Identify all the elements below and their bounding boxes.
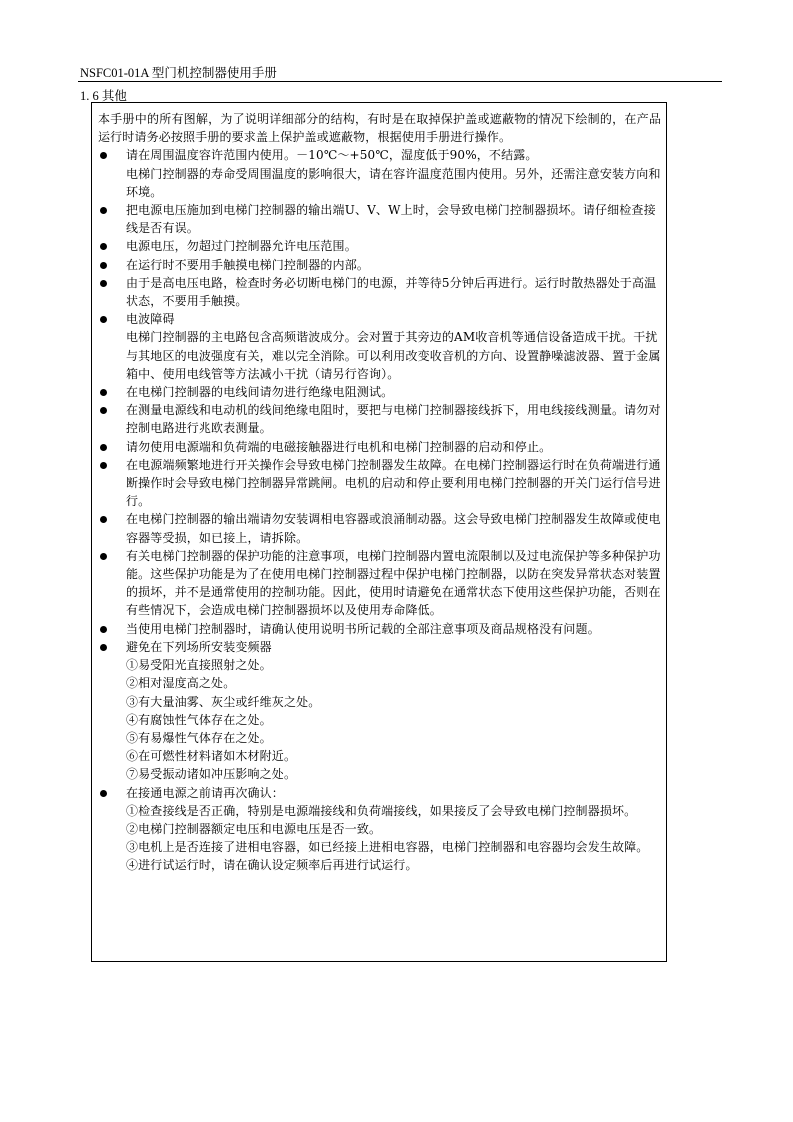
note-subitem: ③电机上是否连接了进相电容器，如已经接上进相电容器，电梯门控制器和电容器均会发生故障。 (126, 840, 649, 855)
note-subitem: ④有腐蚀性气体存在之处。 (126, 712, 272, 727)
bullet-icon (100, 516, 107, 523)
note-text: 在电梯门控制器的输出端请勿安装调相电容器或浪涌制动器。这会导致电梯门控制器发生故障或使电容器等受损，如已接上，请拆除。 (126, 512, 661, 545)
bullet-icon (100, 243, 107, 250)
note-text: 请在周围温度容许范围内使用。－10℃～+50℃，湿度低于90%，不结露。 (126, 148, 538, 163)
note-text: 请勿使用电源端和负荷端的电磁接触器进行电机和电梯门控制器的启动和停止。 (126, 439, 552, 454)
note-text: 在电梯门控制器的电线间请勿进行绝缘电阻测试。 (126, 385, 394, 400)
note-item (98, 438, 661, 456)
bullet-icon (100, 444, 107, 451)
bullet-icon (100, 644, 107, 651)
note-item (98, 510, 661, 546)
note-item (98, 256, 661, 274)
bullet-icon (100, 316, 107, 323)
note-text: 把电源电压施加到电梯门控制器的输出端U、V、W上时，会导致电梯门控制器损坏。请仔细检查接线是否有误。 (126, 203, 656, 236)
note-subitem: ②电梯门控制器额定电压和电源电压是否一致。 (126, 821, 382, 836)
note-text: 电梯门控制器的主电路包含高频谐波成分。会对置于其旁边的AM收音机等通信设备造成干扰。干扰与其地区的电波强度有关，难以完全消除。可以利用改变收音机的方向、设置静噪滤波器、置于金属箱中、使用电线管等方法减小干扰（请另行咨询）。 (126, 330, 661, 381)
note-subitem: ⑤有易爆性气体存在之处。 (126, 730, 272, 745)
note-item (98, 456, 661, 511)
intro-paragraph: 本手册中的所有图解，为了说明详细部分的结构，有时是在取掉保护盖或遮蔽物的情况下绘制的，在产品运行时请务必按照手册的要求盖上保护盖或遮蔽物，根据使用手册进行操作。 (98, 112, 661, 145)
note-text: 电梯门控制器的寿命受周围温度的影响很大，请在容许温度范围内使用。另外，还需注意安装方向和环境。 (126, 166, 661, 199)
section-title: 1. 6 其他 (80, 89, 127, 103)
bullet-icon (100, 462, 107, 469)
bullet-icon (100, 553, 107, 560)
note-item (98, 274, 661, 310)
document-header-title: NSFC01-01A 型门机控制器使用手册 (80, 66, 277, 80)
notes-content (98, 110, 661, 875)
note-item (98, 638, 661, 784)
note-subitem: ①易受阳光直接照射之处。 (126, 658, 272, 673)
note-text: 有关电梯门控制器的保护功能的注意事项，电梯门控制器内置电流限制以及过电流保护等多种保护功能。这些保护功能是为了在使用电梯门控制器过程中保护电梯门控制器，以防在突发异常状态对装置的损坏，并不是通常使用的控制功能。因此，使用时请避免在通常状态下使用这些保护功能，否则在有些情况下，会造成电梯门控制器损坏以及使用寿命降低。 (126, 548, 661, 618)
note-item (98, 237, 661, 255)
bullet-icon (100, 790, 107, 797)
bullet-icon (100, 280, 107, 287)
note-text: 在接通电源之前请再次确认： (126, 785, 284, 800)
note-subitem: ⑥在可燃性材料诸如木材附近。 (126, 749, 297, 764)
note-sublist (126, 802, 661, 875)
note-item (98, 310, 661, 383)
bullet-icon (100, 407, 107, 414)
note-sublist (126, 656, 661, 783)
bullet-icon (100, 626, 107, 633)
bullet-icon (100, 207, 107, 214)
note-item (98, 383, 661, 401)
note-item (98, 401, 661, 437)
note-subitem: ④进行试运行时，请在确认设定频率后再进行试运行。 (126, 858, 418, 873)
header-divider (78, 81, 722, 82)
note-item (98, 784, 661, 875)
bullet-icon (100, 262, 107, 269)
note-subitem: ⑦易受振动诸如冲压影响之处。 (126, 767, 297, 782)
note-text: 由于是高电压电路，检查时务必切断电梯门的电源，并等待5分钟后再进行。运行时散热器处于高温状态，不要用手触摸。 (126, 275, 657, 309)
note-text: 在运行时不要用手触摸电梯门控制器的内部。 (126, 257, 370, 272)
note-item (98, 146, 661, 201)
note-subitem: ②相对湿度高之处。 (126, 676, 236, 691)
note-text: 避免在下列场所安装变频器 (126, 639, 272, 654)
note-item (98, 547, 661, 620)
note-text: 电源电压，勿超过门控制器允许电压范围。 (126, 239, 357, 254)
note-text: 在电源端频繁地进行开关操作会导致电梯门控制器发生故障。在电梯门控制器运行时在负荷端进行通断操作时会导致电梯门控制器异常跳闸。电机的启动和停止要利用电梯门控制器的开关门运行信号进行。 (126, 457, 661, 509)
bullet-icon (100, 389, 107, 396)
note-item (98, 201, 661, 237)
bullet-icon (100, 152, 107, 159)
note-text: 在测量电源线和电动机的线间绝缘电阻时，要把与电梯门控制器接线拆下，用电线接线测量。请勿对控制电路进行兆欧表测量。 (126, 403, 661, 436)
note-subitem: ③有大量油雾、灰尘或纤维灰之处。 (126, 694, 321, 709)
note-item (98, 620, 661, 638)
notes-list (98, 146, 661, 874)
note-text: 当使用电梯门控制器时，请确认使用说明书所记载的全部注意事项及商品规格没有问题。 (126, 621, 600, 636)
note-text: 电波障碍 (126, 312, 175, 327)
note-subitem: ①检查接线是否正确，特别是电源端接线和负荷端接线，如果接反了会导致电梯门控制器损坏。 (126, 803, 637, 818)
